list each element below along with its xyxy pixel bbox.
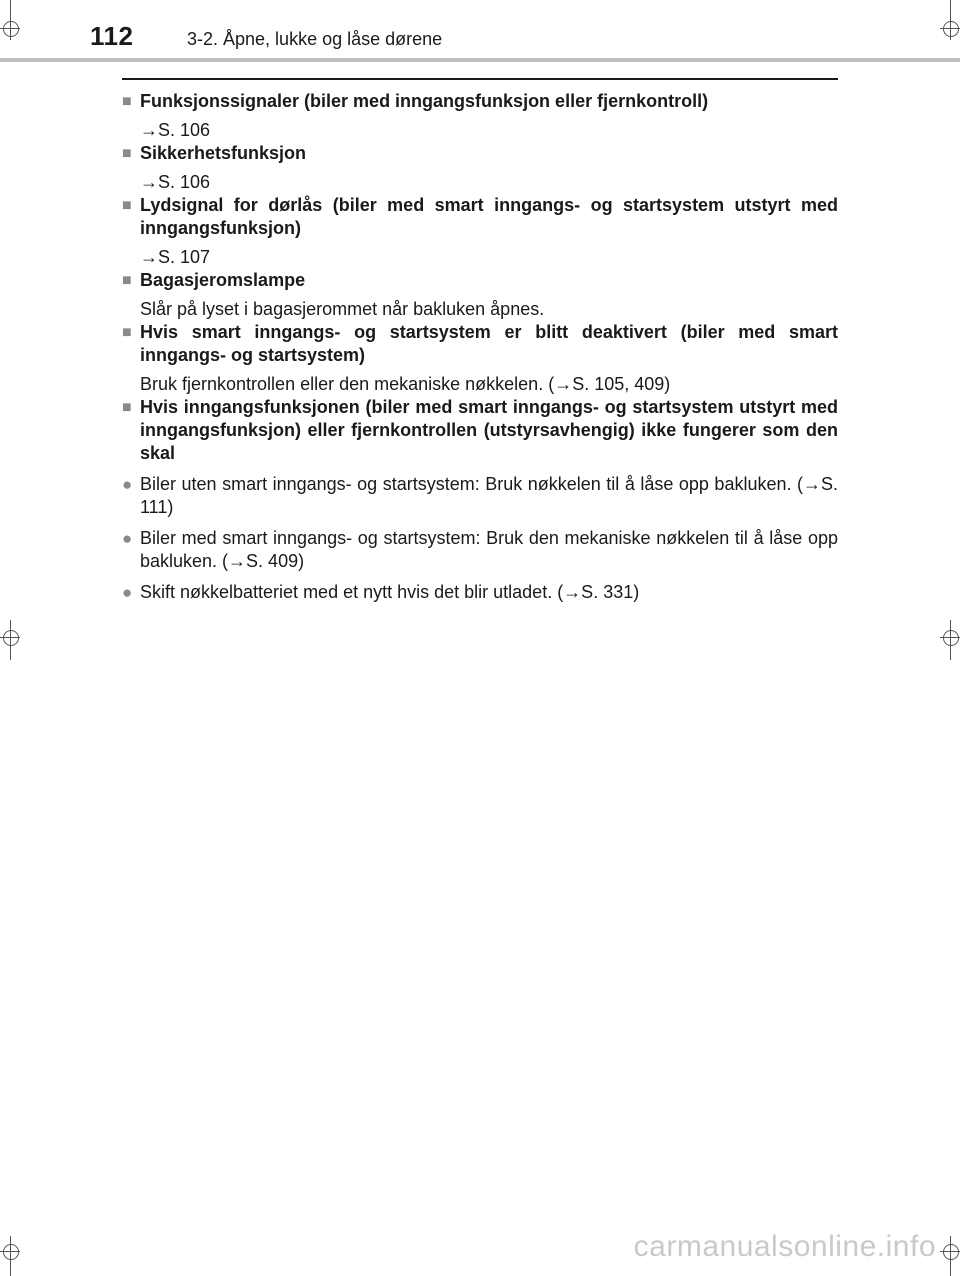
section-door-lock-buzzer: [122, 194, 838, 269]
list-item: [122, 581, 838, 604]
section-heading: [122, 90, 838, 113]
page-reference: →S. 106: [140, 172, 211, 192]
page-reference: →S. 107: [140, 247, 211, 267]
circle-bullet-icon: ●: [122, 475, 133, 494]
section-luggage-lamp: [122, 269, 838, 321]
list-item-text: Skift nøkkelbatteriet med et nytt hvis det blir utladet. (→S. 331): [140, 582, 640, 602]
square-bullet-icon: ■: [122, 93, 132, 110]
section-system-deactivated: [122, 321, 838, 396]
list-item: [122, 473, 838, 519]
section-heading-text: Funksjonssignaler (biler med inngangsfunksjon eller fjernkontroll): [140, 91, 709, 111]
square-bullet-icon: ■: [122, 399, 132, 416]
section-title: 3-2. Åpne, lukke og låse dørene: [187, 29, 443, 49]
content-top-rule: [122, 78, 838, 80]
circle-bullet-icon: ●: [122, 583, 133, 602]
section-heading-text: Bagasjeromslampe: [140, 270, 306, 290]
square-bullet-icon: ■: [122, 197, 132, 214]
section-heading-text: Lydsignal for dørlås (biler med smart inngangs- og startsystem utstyrt med inngangsfunksjon): [140, 195, 838, 238]
page-reference: →S. 106: [140, 120, 211, 140]
section-heading: [122, 321, 838, 367]
section-paragraph: Bruk fjernkontrollen eller den mekaniske nøkkelen. (→S. 105, 409): [140, 374, 671, 394]
list-item-text: Biler med smart inngangs- og startsystem: Bruk den mekaniske nøkkelen til å låse opp bakluken. (→S. 409): [140, 528, 838, 571]
section-heading-text: Sikkerhetsfunksjon: [140, 143, 307, 163]
square-bullet-icon: ■: [122, 324, 132, 341]
page-content: [122, 90, 838, 604]
watermark: carmanualsonline.info: [633, 1230, 936, 1263]
page-number: 112: [90, 21, 134, 51]
section-heading: [122, 269, 838, 292]
section-heading: [122, 396, 838, 465]
section-heading: [122, 194, 838, 240]
section-heading-text: Hvis smart inngangs- og startsystem er blitt deaktivert (biler med smart inngangs- og startsystem): [140, 322, 838, 365]
square-bullet-icon: ■: [122, 272, 132, 289]
page-header: [0, 0, 960, 62]
section-paragraph: Slår på lyset i bagasjerommet når bakluken åpnes.: [140, 299, 545, 319]
section-heading-text: Hvis inngangsfunksjonen (biler med smart inngangs- og startsystem utstyrt med inngangsfunksjon) eller fjernkontrollen (utstyrsavhengig) ikke fungerer som den skal: [140, 397, 838, 463]
section-heading: [122, 142, 838, 165]
circle-bullet-icon: ●: [122, 529, 133, 548]
square-bullet-icon: ■: [122, 145, 132, 162]
section-functional-signals: [122, 90, 838, 142]
header-rule: [0, 58, 960, 62]
section-safety-function: [122, 142, 838, 194]
list-item-text: Biler uten smart inngangs- og startsystem: Bruk nøkkelen til å låse opp bakluken. (→S. 111): [140, 474, 838, 517]
list-item: [122, 527, 838, 573]
section-malfunction: [122, 396, 838, 604]
